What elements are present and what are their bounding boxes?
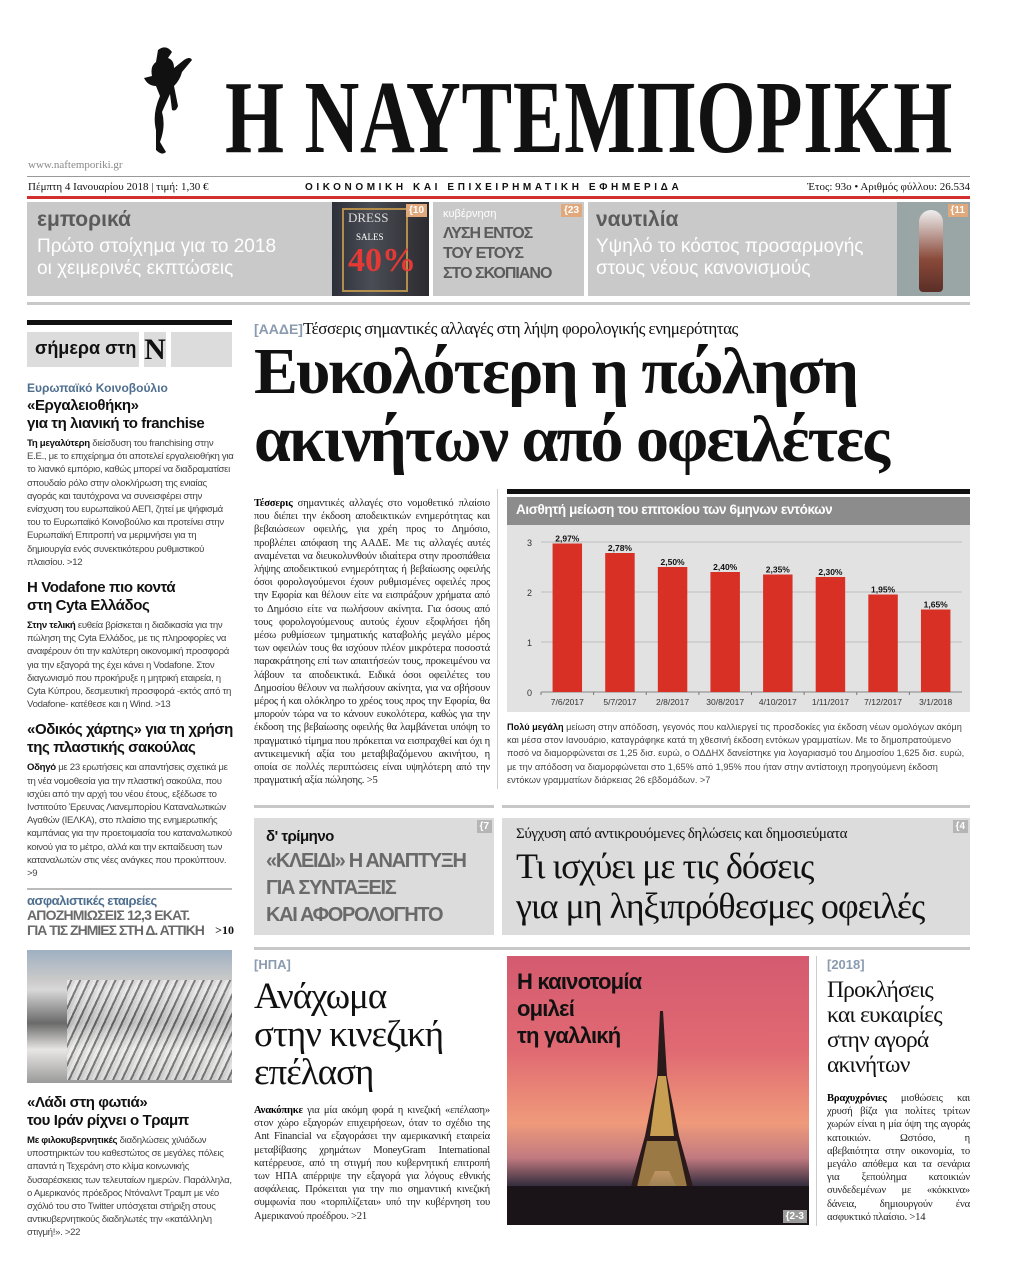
x-tick-label: 7/12/2017 (864, 697, 902, 707)
teaser-title: στους νέους κανονισμούς (596, 258, 811, 279)
box-kicker: δ' τρίμηνο (266, 828, 334, 845)
caption-text: μείωση στην απόδοση, γεγονός που καλλιεργεί τις προσδοκίες για έκδοση νέων ομολόγων ακόμη και μέσα στον Ιανουάριο, καταγράφηκε κατά τη χθεσινή έκδοση εντόκων γραμματίων. Με το δημοπρατούμενο ποσό να διαμορφώνεται σε 1,25 δισ. ευρώ, ο ΟΔΔΗΧ δανείστηκε για λογαριασμό του Δημοσίου 1,625 δισ. ευρώ, με την απόδοση να διαμορφώνεται στο 1,65% από 1,95% που ήταν στην αντίστοιχη προηγούμενη έκδοση εντόκων γραμματίων διάρκειας 26 εβδομάδων. >7 (507, 722, 965, 785)
article-text: διαδηλώσεις χιλιάδων υποστηρικτών του καθεστώτος σε μεγάλες πόλεις απαντά η Τεχεράνη στο κλίμα κοινωνικής δυσαρέσκειας των τελευταίων ημερών. Παράλληλα, ο Αμερικανός πρόεδρος Ντόναλντ Τραμπ με νέο σχόλιό του στο Twitter υπόσχεται στήριξη στους αντικυβερνητικούς διαδηλωτές την «κατάλληλη στιγμή!». >22 (27, 1135, 232, 1239)
iran-crowd-photo (27, 950, 232, 1083)
bar (605, 553, 634, 692)
bar (710, 572, 739, 692)
bar (553, 544, 582, 693)
x-tick-label: 3/1/2018 (919, 697, 953, 707)
bar (658, 567, 687, 692)
teaser-section: ναυτιλία (596, 208, 679, 231)
headline-line: επέλαση (254, 1052, 374, 1093)
website[interactable]: www.naftemporiki.gr (28, 159, 123, 171)
teaser-title: οι χειμερινές εκπτώσεις (37, 258, 234, 279)
bar (921, 610, 950, 693)
headline-line: στην κινεζική (254, 1014, 444, 1055)
newspaper-title: Η ΝΑΥΤΕΜΠΟΡΙΚΗ (225, 60, 954, 175)
article-iran[interactable] (27, 1092, 234, 1240)
x-tick-label: 1/11/2017 (811, 697, 850, 707)
data-label: 2,97% (555, 533, 580, 544)
article-lead: Στην τελική (27, 620, 76, 632)
box-title: για μη ληξιπρόθεσμες οφειλές (516, 886, 925, 926)
article-lead: Τέσσερις (254, 498, 293, 509)
lead-tag: [ΑΑΔΕ] (254, 321, 303, 337)
x-tick-label: 2/8/2017 (656, 697, 690, 707)
photo-title: τη γαλλική (517, 1023, 621, 1048)
data-label: 1,65% (923, 599, 948, 610)
headline-line: Ευκολότερη η πώληση (254, 335, 858, 408)
insurance-title: ΑΠΟΖΗΜΙΩΣΕΙΣ 12,3 ΕΚΑΤ. (27, 907, 190, 924)
date-price: Πέμπτη 4 Ιανουαρίου 2018 | τιμή: 1,30 € (28, 181, 209, 193)
article-text: με 23 ερωτήσεις και απαντήσεις σχετικά με τη νέα νομοθεσία για την πλαστική σακούλα, που ισχύει από την αρχή του νέου έτους, εξέδωσε το Ινστιτούτο Έρευνας Λιανεμπορίου Καταναλωτικών Αγαθών (ΙΕΛΚΑ), στο πλαίσιο της ενημερωτικής καμπάνιας για την προετοιμασία του καταναλωτικού κοινού για το μέτρο, αλλά και την εκπαίδευση των καταναλωτών στις νέες ανάγκες που προκύπτουν. >9 (27, 762, 232, 880)
y-tick-label: 2 (527, 588, 533, 598)
teaser-section: κυβέρνηση (443, 208, 497, 220)
article-title: του Ιράν ρίχνει ο Τραμπ (27, 1112, 189, 1129)
hermes-logo (138, 42, 208, 172)
box-title: Τι ισχύει με τις δόσεις (516, 846, 814, 886)
usa-body (254, 1104, 490, 1223)
article-vodafone[interactable] (27, 579, 234, 711)
page-ref: {10 (406, 204, 427, 217)
article-text: σημαντικές αλλαγές στο νομοθετικό πλαίσιο που διέπει την έκδοση αποδεικτικών ενημερότητας και βεβαιώσεων οφειλής, για χρέη προς το Δημόσιο, προβλέπει απόφαση της ΑΑΔΕ. Με τις αλλαγές αυτές αναμένεται να διευκολυνθούν ιδιαίτερα στην προσπάθεια λήψης αποδεικτικού ενημερότητας ή βεβαίωσης οφειλής όσοι φορολογούμενοι έχουν ρυθμισμένες οφειλές προς την Εφορία και θέλουν είτε να εισπράξουν χρήματα από το Δημόσιο είτε να πωλήσουν ακίνητα. Για όσους από τους φορολογούμενους αυτούς έχουν εξοφλήσει ήδη μέσω ρυθμίσεων τμηματικής καταβολής μεγάλο μέρος των οφειλών τους θα ισχύουν πλέον μικρότερα ποσοστά παρακράτησης επί των απαιτήσεών τους, προκειμένου να λάβουν τα αποδεικτικά. Ειδικά όσοι οφειλέτες του Δημοσίου θέλουν να πωλήσουν ακίνητα, για να σβήσουν μέρος ή και ολόκληρο το χρέος τους προς την Εφορία, θα μπορούν τώρα να το κάνουν ευκολότερα, καθώς για την έκδοση της βεβαίωσης οφειλής θα λαμβάνεται υπόψη το πραγματικό τίμημα που πρόκειται να εισπραχθεί και όχι η αντικειμενική αξία του μεταβιβαζόμενου ακινήτου, η οποία σε πολλές περιπτώσεις είναι υψηλότερη από την πραγματική αξία πώλησης. >5 (254, 498, 490, 787)
tagline: ΟΙΚΟΝΟΜΙΚΗ ΚΑΙ ΕΠΙΧΕΙΡΗΜΑΤΙΚΗ ΕΦΗΜΕΡΙΔΑ (305, 182, 683, 193)
teaser-title: ΤΟΥ ΕΤΟΥΣ (443, 245, 524, 262)
page-ref: >10 (215, 923, 234, 938)
teaser-commerce[interactable] (27, 202, 429, 296)
bar (868, 595, 897, 693)
data-label: 2,40% (713, 562, 738, 572)
article-title: για τη λιανική το franchise (27, 415, 205, 432)
article-plastic-bag[interactable] (27, 721, 234, 880)
bar-chart (507, 525, 970, 712)
teaser-section: εμπορικά (37, 208, 131, 231)
teaser-government[interactable] (433, 202, 584, 296)
realestate-body (827, 1092, 970, 1224)
issue-number: Έτος: 93ο • Αριθμός φύλλου: 26.534 (807, 181, 970, 193)
teaser-title: ΛΥΣΗ ΕΝΤΟΣ (443, 225, 533, 242)
data-label: 1,95% (871, 584, 896, 595)
article-lead: Ανακόπηκε (254, 1105, 303, 1116)
article-text: ευθεία βρίσκεται η διαδικασία για την πώληση της Cyta Ελλάδος, με τις πληροφορίες να αναφέρουν ότι την καλύτερη οικονομική προσφορά για την εξαγορά της έχει κάνει η Vodafone. Στον διαγωνισμό που προκήρυξε η μητρική εταιρεία, η Cyta Κύπρου, δεσμευτική προσφορά -εκτός από τη Vodafone- κατέθεσε και η Wind. >13 (27, 620, 232, 711)
headline-line: ακινήτων (827, 1052, 910, 1078)
teaser-title: Υψηλό το κόστος προσαρμογής (596, 236, 864, 257)
bar (763, 575, 792, 693)
article-kicker: Ευρωπαϊκό Κοινοβούλιο (27, 381, 168, 395)
headline-line: ακινήτων από οφειλέτες (254, 403, 888, 476)
photo-text: 40% (348, 242, 416, 279)
article-title: «Λάδι στη φωτιά» (27, 1094, 148, 1111)
x-tick-label: 5/7/2017 (603, 697, 637, 707)
teaser-shipping[interactable] (588, 202, 970, 296)
usa-headline[interactable] (254, 978, 494, 1092)
data-label: 2,50% (660, 557, 685, 567)
article-title: «Εργαλειοθήκη» (27, 397, 139, 414)
article-text: μισθώσεις και χρυσή βίζα για πολίτες τρίτων χωρών είναι η μία όψη της αγοράς κατοικιών. Ωστόσο, η αβεβαιότητα στην οικονομία, το μεγάλο απόθεμα και τα σενάρια για ξεπούλημα κατοικιών συνδεδεμένων με «κόκκινα» δάνεια, δημιουργούν ένα ασφυκτικό πλαίσιο. >14 (827, 1093, 970, 1223)
article-title: Η Vodafone πιο κοντά (27, 579, 176, 597)
x-tick-label: 4/10/2017 (758, 697, 797, 707)
article-lead: Τη μεγαλύτερη (27, 438, 90, 449)
article-lead: Με φιλοκυβερνητικές (27, 1135, 118, 1146)
article-text: διείσδυση του franchising στην Ε.Ε., με το επιχείρημα ότι αποτελεί εργαλειοθήκη για το λιανικό εμπόριο, καθώς μπορεί να διαδραματίσει σπουδαίο ρόλο στην ολοκλήρωση της ενιαίας αγοράς και ταυτόχρονα να συνεισφέρει στην ενίσχυση του ευρωπαϊκού ΑΕΠ, ζητεί με ψήφισμά του το Ευρωπαϊκό Κοινοβούλιο και προτείνει στην Ευρωπαϊκή Επιτροπή να μεριμνήσει για τη δημιουργία ενός συνεκτικότερου ρυθμιστικού πλαισίου. >12 (27, 438, 234, 568)
box-kicker: Σύγχυση από αντικρουόμενες δηλώσεις και δημοσιεύματα (516, 826, 848, 842)
headline-line: και ευκαιρίες (827, 1002, 942, 1028)
teaser-title: ΣΤΟ ΣΚΟΠΙΑΝΟ (443, 265, 552, 282)
box-title: ΓΙΑ ΣΥΝΤΑΞΕΙΣ (266, 877, 396, 899)
y-tick-label: 3 (527, 538, 533, 548)
insurance-kicker: ασφαλιστικές εταιρείες (27, 893, 157, 909)
photo-title: ομιλεί (517, 996, 574, 1021)
n-logo: N (144, 333, 166, 366)
page-ref: {23 (561, 204, 582, 217)
headline-line: Ανάχωμα (254, 976, 387, 1017)
page-ref: {11 (948, 204, 968, 217)
page-ref: {4 (953, 820, 968, 833)
data-label: 2,78% (607, 543, 632, 553)
article-title: «Οδικός χάρτης» για τη χρήση (27, 721, 233, 739)
lead-headline[interactable] (254, 335, 888, 476)
article-lead: Οδηγό (27, 762, 56, 774)
article-franchise[interactable] (27, 381, 234, 569)
data-label: 2,30% (818, 567, 843, 577)
headline-line: Προκλήσεις (827, 977, 933, 1003)
headline-line: στην αγορά (827, 1027, 929, 1053)
article-title: της πλαστικής σακούλας (27, 739, 196, 757)
article-lead: Βραχυχρόνιες (827, 1093, 887, 1104)
chart-title: Αισθητή μείωση του επιτοκίου των 6μηνων εντόκων (507, 497, 970, 525)
photo-text: DRESS (348, 210, 389, 225)
y-tick-label: 1 (527, 638, 533, 648)
realestate-tag: [2018] (827, 957, 865, 972)
caption-lead: Πολύ μεγάλη (507, 722, 564, 732)
eiffel-photo[interactable] (507, 956, 809, 1225)
insurance-title: ΓΙΑ ΤΙΣ ΖΗΜΙΕΣ ΣΤΗ Δ. ΑΤΤΙΚΗ (27, 922, 204, 939)
today-label: σήμερα στη (27, 332, 139, 367)
box-installments[interactable] (502, 818, 970, 935)
lead-kicker: Τέσσερις σημαντικές αλλαγές στη λήψη φορολογικής ενημερότητας (302, 319, 738, 338)
photo-text: SALES (356, 232, 384, 242)
bar (816, 577, 845, 692)
article-title: στη Cyta Ελλάδος (27, 597, 150, 615)
realestate-headline[interactable] (827, 978, 972, 1078)
y-tick-label: 0 (527, 688, 533, 698)
lead-body (254, 497, 490, 787)
photo-title: Η καινοτομία (517, 969, 642, 994)
usa-tag: [ΗΠΑ] (254, 957, 291, 972)
box-title: ΚΑΙ ΑΦΟΡΟΛΟΓΗΤΟ (266, 904, 443, 926)
teaser-title: Πρώτο στοίχημα για το 2018 (37, 236, 277, 257)
insurance-teaser[interactable] (27, 893, 234, 938)
page-ref: {2-3 (783, 1210, 807, 1223)
page-ref: {7 (477, 820, 492, 833)
box-title: «ΚΛΕΙΔΙ» Η ΑΝΑΠΤΥΞΗ (266, 850, 466, 872)
data-label: 2,35% (765, 564, 790, 575)
box-quarter[interactable] (254, 818, 494, 935)
article-text: για μία ακόμη φορά η κινεζική «επέλαση» στον χώρο εξαγορών επιχειρήσεων, όταν το σχέδιο της Ant Financial να εξαγοράσει την αμερικανική εταιρεία μεταβίβασης χρημάτων MoneyGram International κατέρρευσε, από τη στιγμή που κυβερνητική επιτροπή των ΗΠΑ απέρριψε την εξαγορά για λόγους εθνικής ασφάλειας. Πρόκειται για την πιο σημαντική κινεζική συμφωνία που «τορπιλίζεται» υπό την κυβέρνηση του Αμερικανού προέδρου. >21 (254, 1105, 490, 1222)
x-tick-label: 30/8/2017 (706, 697, 745, 707)
x-tick-label: 7/6/2017 (550, 697, 584, 707)
chart-caption (507, 721, 970, 787)
